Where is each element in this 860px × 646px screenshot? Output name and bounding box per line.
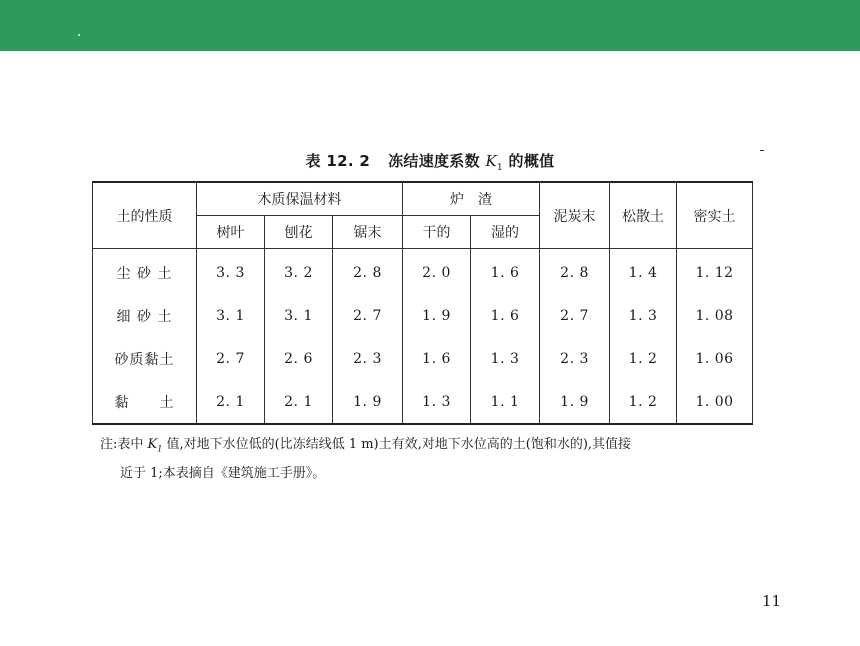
- header-shavings: 刨花: [265, 216, 333, 249]
- cell: 1. 9: [333, 380, 403, 424]
- cell: 1. 6: [471, 294, 540, 337]
- note-line-1: [100, 433, 760, 462]
- cell: 1. 08: [677, 294, 753, 337]
- cell: 1. 3: [403, 380, 471, 424]
- cell: 3. 1: [265, 294, 333, 337]
- page-number: 11: [762, 592, 782, 610]
- cell: 2. 3: [333, 337, 403, 380]
- header-slag: 炉 渣: [403, 182, 540, 216]
- cell: 2. 3: [540, 337, 610, 380]
- cell: 1. 4: [610, 249, 677, 295]
- header-peat: 泥炭末: [540, 182, 610, 249]
- cell: 1. 6: [403, 337, 471, 380]
- header-sawdust: 锯末: [333, 216, 403, 249]
- cell: 1. 6: [471, 249, 540, 295]
- table-caption: [0, 150, 860, 173]
- row-label: 黏 土: [93, 380, 197, 424]
- header-dry: 干的: [403, 216, 471, 249]
- header-wet: 湿的: [471, 216, 540, 249]
- caption-symbol: $K_1$: [485, 152, 503, 173]
- cell: 2. 1: [265, 380, 333, 424]
- header-loose-soil: 松散土: [610, 182, 677, 249]
- caption-title-prefix: 冻结速度系数: [388, 152, 480, 170]
- cell: 1. 9: [403, 294, 471, 337]
- caption-title-suffix: 的概值: [508, 152, 555, 170]
- note-symbol: $K_1$: [147, 437, 163, 454]
- cell: 1. 2: [610, 337, 677, 380]
- header-soil: 土的性质: [93, 182, 197, 249]
- cell: 2. 7: [197, 337, 265, 380]
- cell: 2. 8: [540, 249, 610, 295]
- note-line-2: 近于 1;本表摘自《建筑施工手册》。: [120, 465, 326, 481]
- cell: 2. 0: [403, 249, 471, 295]
- table-note: [100, 433, 760, 486]
- header-dot: [78, 34, 80, 36]
- header-bar: [0, 0, 860, 51]
- cell: 1. 00: [677, 380, 753, 424]
- cell: 3. 1: [197, 294, 265, 337]
- note-text: 值,对地下水位低的(比冻结线低 1 m)土有效,对地下水位高的土(饱和水的),其值接: [166, 437, 632, 452]
- row-label: 细 砂 土: [93, 294, 197, 337]
- cell: 2. 7: [540, 294, 610, 337]
- table-row: [93, 337, 753, 380]
- row-label: 尘 砂 土: [93, 249, 197, 295]
- coefficient-table: [92, 181, 753, 425]
- header-leaves: 树叶: [197, 216, 265, 249]
- cell: 2. 1: [197, 380, 265, 424]
- cell: 1. 1: [471, 380, 540, 424]
- cell: 2. 7: [333, 294, 403, 337]
- table-row: [93, 294, 753, 337]
- header-wood-materials: 木质保温材料: [197, 182, 403, 216]
- cell: 1. 3: [610, 294, 677, 337]
- cell: 1. 06: [677, 337, 753, 380]
- cell: 1. 12: [677, 249, 753, 295]
- table-row: [93, 380, 753, 424]
- cell: 1. 9: [540, 380, 610, 424]
- cell: 3. 3: [197, 249, 265, 295]
- note-prefix: 注:表中: [100, 437, 144, 452]
- cell: 1. 2: [610, 380, 677, 424]
- cell: 3. 2: [265, 249, 333, 295]
- caption-number: 表 12. 2: [305, 152, 371, 170]
- table-row: [93, 249, 753, 295]
- row-label: 砂质黏土: [93, 337, 197, 380]
- cell: 2. 6: [265, 337, 333, 380]
- cell: 2. 8: [333, 249, 403, 295]
- cell: 1. 3: [471, 337, 540, 380]
- header-dense-soil: 密实土: [677, 182, 753, 249]
